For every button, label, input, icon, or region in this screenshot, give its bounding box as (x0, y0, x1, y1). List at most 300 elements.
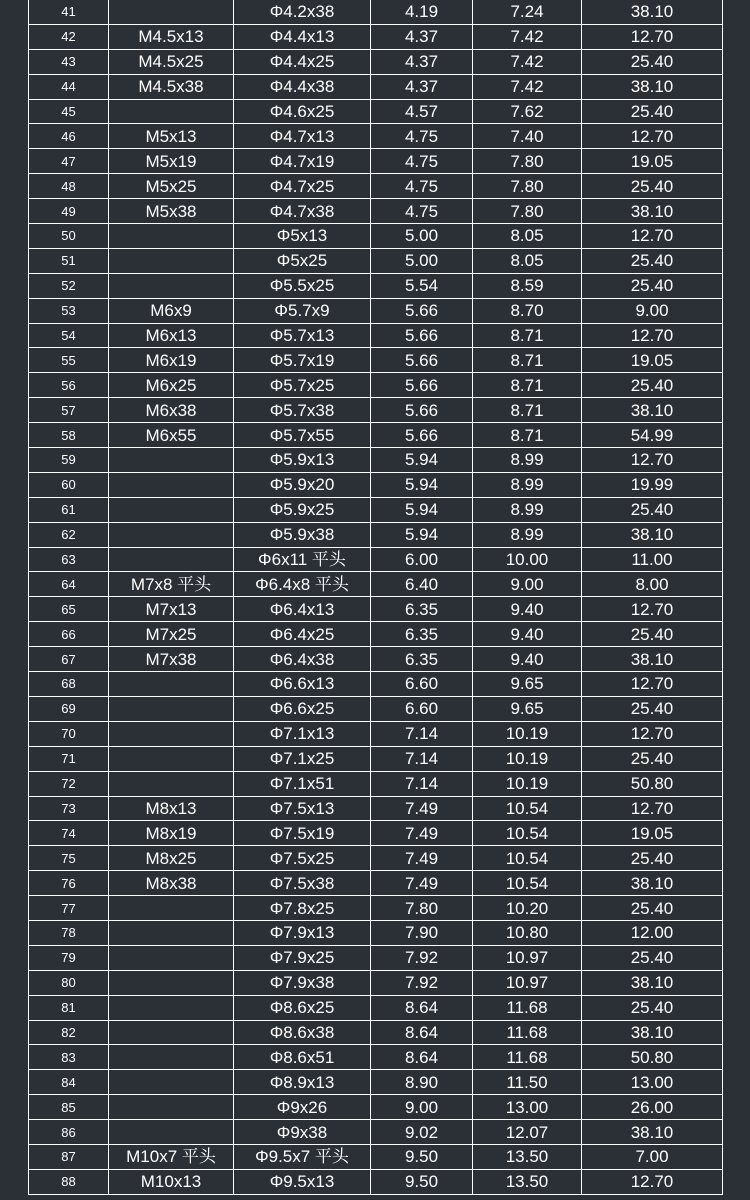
row-number-cell: 70 (29, 721, 109, 746)
table-row (29, 273, 723, 298)
table-row (29, 1169, 723, 1194)
row-number-cell: 86 (29, 1120, 109, 1145)
thread-spec-cell: M6x13 (109, 323, 234, 348)
thread-spec-cell: M8x13 (109, 796, 234, 821)
row-number-cell: 73 (29, 796, 109, 821)
inner-diameter-cell: 7.80 (371, 896, 473, 921)
thread-spec-cell (109, 1120, 234, 1145)
thread-spec-cell: M7x8 平头 (109, 572, 234, 597)
table-row (29, 124, 723, 149)
length-cell: 8.00 (582, 572, 723, 597)
inner-diameter-cell: 4.37 (371, 49, 473, 74)
inner-diameter-cell: 8.64 (371, 1020, 473, 1045)
thread-spec-cell: M5x38 (109, 199, 234, 224)
row-number-cell: 46 (29, 124, 109, 149)
outer-diameter-cell: 8.71 (473, 423, 582, 448)
thread-spec-cell (109, 1095, 234, 1120)
spec-table-body (29, 0, 723, 1194)
inner-diameter-cell: 6.35 (371, 622, 473, 647)
row-number-cell: 58 (29, 423, 109, 448)
outer-diameter-cell: 7.42 (473, 74, 582, 99)
row-number-cell: 68 (29, 672, 109, 697)
thread-spec-cell (109, 497, 234, 522)
thread-spec-cell: M6x38 (109, 398, 234, 423)
outer-diameter-cell: 7.42 (473, 24, 582, 49)
outer-diameter-cell: 9.40 (473, 647, 582, 672)
length-cell: 38.10 (582, 74, 723, 99)
length-cell: 19.05 (582, 149, 723, 174)
length-cell: 50.80 (582, 771, 723, 796)
table-row (29, 472, 723, 497)
length-cell: 25.40 (582, 373, 723, 398)
thread-spec-cell: M6x9 (109, 298, 234, 323)
length-cell: 38.10 (582, 522, 723, 547)
spec-table-container (28, 0, 722, 1195)
inner-diameter-cell: 5.66 (371, 298, 473, 323)
thread-spec-cell (109, 472, 234, 497)
inner-diameter-cell: 4.57 (371, 99, 473, 124)
table-row (29, 945, 723, 970)
outer-diameter-cell: 7.42 (473, 49, 582, 74)
length-cell: 54.99 (582, 423, 723, 448)
outer-diameter-cell: 10.97 (473, 945, 582, 970)
inner-diameter-cell: 7.49 (371, 846, 473, 871)
row-number-cell: 72 (29, 771, 109, 796)
table-row (29, 0, 723, 24)
table-row (29, 796, 723, 821)
size-spec-cell: Φ6x11 平头 (234, 547, 371, 572)
size-spec-cell: Φ5.5x25 (234, 273, 371, 298)
inner-diameter-cell: 7.49 (371, 796, 473, 821)
table-row (29, 224, 723, 249)
thread-spec-cell: M7x13 (109, 597, 234, 622)
row-number-cell: 84 (29, 1070, 109, 1095)
length-cell: 12.00 (582, 920, 723, 945)
thread-spec-cell (109, 1070, 234, 1095)
outer-diameter-cell: 7.62 (473, 99, 582, 124)
inner-diameter-cell: 7.92 (371, 945, 473, 970)
table-row (29, 871, 723, 896)
table-row (29, 522, 723, 547)
thread-spec-cell (109, 920, 234, 945)
row-number-cell: 59 (29, 448, 109, 473)
length-cell: 25.40 (582, 846, 723, 871)
outer-diameter-cell: 9.00 (473, 572, 582, 597)
outer-diameter-cell: 8.71 (473, 323, 582, 348)
size-spec-cell: Φ5.7x55 (234, 423, 371, 448)
row-number-cell: 44 (29, 74, 109, 99)
row-number-cell: 82 (29, 1020, 109, 1045)
length-cell: 25.40 (582, 248, 723, 273)
length-cell: 38.10 (582, 970, 723, 995)
row-number-cell: 80 (29, 970, 109, 995)
inner-diameter-cell: 7.14 (371, 746, 473, 771)
size-spec-cell: Φ5.7x19 (234, 348, 371, 373)
table-row (29, 149, 723, 174)
inner-diameter-cell: 9.50 (371, 1144, 473, 1169)
outer-diameter-cell: 8.71 (473, 373, 582, 398)
inner-diameter-cell: 4.37 (371, 74, 473, 99)
outer-diameter-cell: 7.24 (473, 0, 582, 24)
outer-diameter-cell: 10.19 (473, 771, 582, 796)
thread-spec-cell: M4.5x38 (109, 74, 234, 99)
thread-spec-cell: M8x38 (109, 871, 234, 896)
row-number-cell: 47 (29, 149, 109, 174)
row-number-cell: 50 (29, 224, 109, 249)
length-cell: 12.70 (582, 721, 723, 746)
length-cell: 25.40 (582, 99, 723, 124)
row-number-cell: 41 (29, 0, 109, 24)
length-cell: 11.00 (582, 547, 723, 572)
length-cell: 7.00 (582, 1144, 723, 1169)
row-number-cell: 52 (29, 273, 109, 298)
outer-diameter-cell: 8.99 (473, 497, 582, 522)
inner-diameter-cell: 6.35 (371, 597, 473, 622)
row-number-cell: 88 (29, 1169, 109, 1194)
row-number-cell: 76 (29, 871, 109, 896)
size-spec-cell: Φ5.7x9 (234, 298, 371, 323)
length-cell: 12.70 (582, 672, 723, 697)
inner-diameter-cell: 7.14 (371, 721, 473, 746)
length-cell: 25.40 (582, 995, 723, 1020)
length-cell: 25.40 (582, 497, 723, 522)
inner-diameter-cell: 5.94 (371, 522, 473, 547)
table-row (29, 1095, 723, 1120)
thread-spec-cell: M10x13 (109, 1169, 234, 1194)
thread-spec-cell (109, 248, 234, 273)
outer-diameter-cell: 7.80 (473, 149, 582, 174)
outer-diameter-cell: 12.07 (473, 1120, 582, 1145)
table-row (29, 497, 723, 522)
table-row (29, 423, 723, 448)
outer-diameter-cell: 8.05 (473, 248, 582, 273)
thread-spec-cell (109, 547, 234, 572)
outer-diameter-cell: 10.97 (473, 970, 582, 995)
size-spec-cell: Φ7.1x13 (234, 721, 371, 746)
size-spec-cell: Φ6.4x25 (234, 622, 371, 647)
thread-spec-cell: M4.5x13 (109, 24, 234, 49)
row-number-cell: 54 (29, 323, 109, 348)
length-cell: 50.80 (582, 1045, 723, 1070)
inner-diameter-cell: 9.00 (371, 1095, 473, 1120)
table-row (29, 323, 723, 348)
size-spec-cell: Φ7.9x38 (234, 970, 371, 995)
length-cell: 12.70 (582, 796, 723, 821)
length-cell: 25.40 (582, 746, 723, 771)
thread-spec-cell: M5x13 (109, 124, 234, 149)
size-spec-cell: Φ4.4x38 (234, 74, 371, 99)
table-row (29, 448, 723, 473)
row-number-cell: 64 (29, 572, 109, 597)
table-row (29, 298, 723, 323)
length-cell: 38.10 (582, 871, 723, 896)
table-row (29, 572, 723, 597)
size-spec-cell: Φ8.6x38 (234, 1020, 371, 1045)
inner-diameter-cell: 5.54 (371, 273, 473, 298)
row-number-cell: 87 (29, 1144, 109, 1169)
size-spec-cell: Φ7.1x51 (234, 771, 371, 796)
table-row (29, 373, 723, 398)
row-number-cell: 53 (29, 298, 109, 323)
outer-diameter-cell: 8.05 (473, 224, 582, 249)
length-cell: 9.00 (582, 298, 723, 323)
thread-spec-cell (109, 273, 234, 298)
outer-diameter-cell: 11.68 (473, 995, 582, 1020)
row-number-cell: 74 (29, 821, 109, 846)
row-number-cell: 83 (29, 1045, 109, 1070)
inner-diameter-cell: 8.64 (371, 1045, 473, 1070)
table-row (29, 821, 723, 846)
table-row (29, 1120, 723, 1145)
thread-spec-cell (109, 448, 234, 473)
length-cell: 12.70 (582, 124, 723, 149)
length-cell: 19.99 (582, 472, 723, 497)
thread-spec-cell: M10x7 平头 (109, 1144, 234, 1169)
outer-diameter-cell: 8.99 (473, 448, 582, 473)
table-row (29, 547, 723, 572)
row-number-cell: 75 (29, 846, 109, 871)
inner-diameter-cell: 4.75 (371, 174, 473, 199)
table-row (29, 248, 723, 273)
table-row (29, 672, 723, 697)
thread-spec-cell: M8x25 (109, 846, 234, 871)
outer-diameter-cell: 10.54 (473, 821, 582, 846)
table-row (29, 721, 723, 746)
table-row (29, 1070, 723, 1095)
table-row (29, 622, 723, 647)
inner-diameter-cell: 5.66 (371, 373, 473, 398)
length-cell: 12.70 (582, 224, 723, 249)
table-row (29, 920, 723, 945)
size-spec-cell: Φ4.6x25 (234, 99, 371, 124)
row-number-cell: 49 (29, 199, 109, 224)
size-spec-cell: Φ6.4x38 (234, 647, 371, 672)
size-spec-cell: Φ9.5x13 (234, 1169, 371, 1194)
size-spec-cell: Φ5.9x20 (234, 472, 371, 497)
inner-diameter-cell: 5.94 (371, 472, 473, 497)
row-number-cell: 85 (29, 1095, 109, 1120)
row-number-cell: 67 (29, 647, 109, 672)
table-row (29, 995, 723, 1020)
size-spec-cell: Φ5.9x25 (234, 497, 371, 522)
inner-diameter-cell: 5.94 (371, 448, 473, 473)
table-row (29, 74, 723, 99)
table-row (29, 49, 723, 74)
inner-diameter-cell: 4.75 (371, 124, 473, 149)
inner-diameter-cell: 5.66 (371, 398, 473, 423)
size-spec-cell: Φ4.4x13 (234, 24, 371, 49)
outer-diameter-cell: 9.65 (473, 672, 582, 697)
thread-spec-cell (109, 1020, 234, 1045)
inner-diameter-cell: 6.35 (371, 647, 473, 672)
size-spec-cell: Φ6.4x13 (234, 597, 371, 622)
size-spec-cell: Φ9x38 (234, 1120, 371, 1145)
table-row (29, 1144, 723, 1169)
thread-spec-cell (109, 1045, 234, 1070)
outer-diameter-cell: 7.80 (473, 174, 582, 199)
size-spec-cell: Φ5.7x38 (234, 398, 371, 423)
outer-diameter-cell: 11.50 (473, 1070, 582, 1095)
length-cell: 25.40 (582, 945, 723, 970)
length-cell: 12.70 (582, 1169, 723, 1194)
outer-diameter-cell: 13.50 (473, 1144, 582, 1169)
size-spec-cell: Φ5.9x38 (234, 522, 371, 547)
thread-spec-cell: M7x38 (109, 647, 234, 672)
outer-diameter-cell: 8.99 (473, 472, 582, 497)
inner-diameter-cell: 5.00 (371, 248, 473, 273)
inner-diameter-cell: 8.90 (371, 1070, 473, 1095)
size-spec-cell: Φ7.9x13 (234, 920, 371, 945)
length-cell: 25.40 (582, 622, 723, 647)
inner-diameter-cell: 9.50 (371, 1169, 473, 1194)
row-number-cell: 71 (29, 746, 109, 771)
table-row (29, 199, 723, 224)
size-spec-cell: Φ4.2x38 (234, 0, 371, 24)
inner-diameter-cell: 7.90 (371, 920, 473, 945)
outer-diameter-cell: 9.40 (473, 622, 582, 647)
length-cell: 26.00 (582, 1095, 723, 1120)
thread-spec-cell: M6x25 (109, 373, 234, 398)
row-number-cell: 81 (29, 995, 109, 1020)
inner-diameter-cell: 4.37 (371, 24, 473, 49)
inner-diameter-cell: 7.49 (371, 821, 473, 846)
outer-diameter-cell: 8.71 (473, 348, 582, 373)
size-spec-cell: Φ7.5x19 (234, 821, 371, 846)
size-spec-cell: Φ7.5x13 (234, 796, 371, 821)
outer-diameter-cell: 8.99 (473, 522, 582, 547)
table-row (29, 647, 723, 672)
length-cell: 25.40 (582, 174, 723, 199)
outer-diameter-cell: 8.71 (473, 398, 582, 423)
outer-diameter-cell: 10.20 (473, 896, 582, 921)
size-spec-cell: Φ6.6x25 (234, 696, 371, 721)
size-spec-cell: Φ8.9x13 (234, 1070, 371, 1095)
outer-diameter-cell: 8.59 (473, 273, 582, 298)
outer-diameter-cell: 10.80 (473, 920, 582, 945)
size-spec-cell: Φ7.8x25 (234, 896, 371, 921)
table-row (29, 846, 723, 871)
length-cell: 19.05 (582, 348, 723, 373)
row-number-cell: 61 (29, 497, 109, 522)
outer-diameter-cell: 11.68 (473, 1045, 582, 1070)
length-cell: 12.70 (582, 597, 723, 622)
length-cell: 38.10 (582, 1120, 723, 1145)
length-cell: 38.10 (582, 0, 723, 24)
size-spec-cell: Φ6.4x8 平头 (234, 572, 371, 597)
outer-diameter-cell: 8.70 (473, 298, 582, 323)
thread-spec-cell: M6x19 (109, 348, 234, 373)
thread-spec-cell (109, 995, 234, 1020)
size-spec-cell: Φ4.7x13 (234, 124, 371, 149)
size-spec-cell: Φ5.7x13 (234, 323, 371, 348)
inner-diameter-cell: 9.02 (371, 1120, 473, 1145)
length-cell: 38.10 (582, 1020, 723, 1045)
table-row (29, 398, 723, 423)
inner-diameter-cell: 7.92 (371, 970, 473, 995)
row-number-cell: 63 (29, 547, 109, 572)
length-cell: 12.70 (582, 323, 723, 348)
row-number-cell: 42 (29, 24, 109, 49)
spec-table (28, 0, 723, 1195)
inner-diameter-cell: 4.75 (371, 149, 473, 174)
length-cell: 19.05 (582, 821, 723, 846)
length-cell: 38.10 (582, 199, 723, 224)
size-spec-cell: Φ8.6x51 (234, 1045, 371, 1070)
inner-diameter-cell: 5.00 (371, 224, 473, 249)
inner-diameter-cell: 6.60 (371, 672, 473, 697)
thread-spec-cell: M4.5x25 (109, 49, 234, 74)
table-row (29, 1045, 723, 1070)
outer-diameter-cell: 7.40 (473, 124, 582, 149)
outer-diameter-cell: 10.00 (473, 547, 582, 572)
table-row (29, 896, 723, 921)
inner-diameter-cell: 6.40 (371, 572, 473, 597)
row-number-cell: 60 (29, 472, 109, 497)
thread-spec-cell (109, 896, 234, 921)
row-number-cell: 43 (29, 49, 109, 74)
row-number-cell: 78 (29, 920, 109, 945)
inner-diameter-cell: 5.66 (371, 423, 473, 448)
table-row (29, 1020, 723, 1045)
inner-diameter-cell: 6.00 (371, 547, 473, 572)
table-row (29, 174, 723, 199)
row-number-cell: 57 (29, 398, 109, 423)
outer-diameter-cell: 11.68 (473, 1020, 582, 1045)
row-number-cell: 66 (29, 622, 109, 647)
row-number-cell: 77 (29, 896, 109, 921)
table-row (29, 771, 723, 796)
size-spec-cell: Φ5x25 (234, 248, 371, 273)
size-spec-cell: Φ5x13 (234, 224, 371, 249)
thread-spec-cell (109, 99, 234, 124)
thread-spec-cell: M7x25 (109, 622, 234, 647)
outer-diameter-cell: 9.40 (473, 597, 582, 622)
table-row (29, 99, 723, 124)
row-number-cell: 48 (29, 174, 109, 199)
table-row (29, 24, 723, 49)
inner-diameter-cell: 4.19 (371, 0, 473, 24)
size-spec-cell: Φ9.5x7 平头 (234, 1144, 371, 1169)
length-cell: 25.40 (582, 896, 723, 921)
thread-spec-cell (109, 672, 234, 697)
row-number-cell: 65 (29, 597, 109, 622)
size-spec-cell: Φ7.5x25 (234, 846, 371, 871)
size-spec-cell: Φ7.1x25 (234, 746, 371, 771)
table-row (29, 696, 723, 721)
table-row (29, 746, 723, 771)
table-row (29, 597, 723, 622)
thread-spec-cell (109, 945, 234, 970)
outer-diameter-cell: 9.65 (473, 696, 582, 721)
row-number-cell: 79 (29, 945, 109, 970)
inner-diameter-cell: 8.64 (371, 995, 473, 1020)
size-spec-cell: Φ9x26 (234, 1095, 371, 1120)
inner-diameter-cell: 5.66 (371, 348, 473, 373)
table-row (29, 348, 723, 373)
size-spec-cell: Φ7.5x38 (234, 871, 371, 896)
outer-diameter-cell: 10.54 (473, 846, 582, 871)
thread-spec-cell: M6x55 (109, 423, 234, 448)
row-number-cell: 62 (29, 522, 109, 547)
size-spec-cell: Φ4.4x25 (234, 49, 371, 74)
inner-diameter-cell: 7.14 (371, 771, 473, 796)
thread-spec-cell (109, 771, 234, 796)
length-cell: 25.40 (582, 49, 723, 74)
row-number-cell: 55 (29, 348, 109, 373)
thread-spec-cell (109, 746, 234, 771)
size-spec-cell: Φ6.6x13 (234, 672, 371, 697)
row-number-cell: 69 (29, 696, 109, 721)
